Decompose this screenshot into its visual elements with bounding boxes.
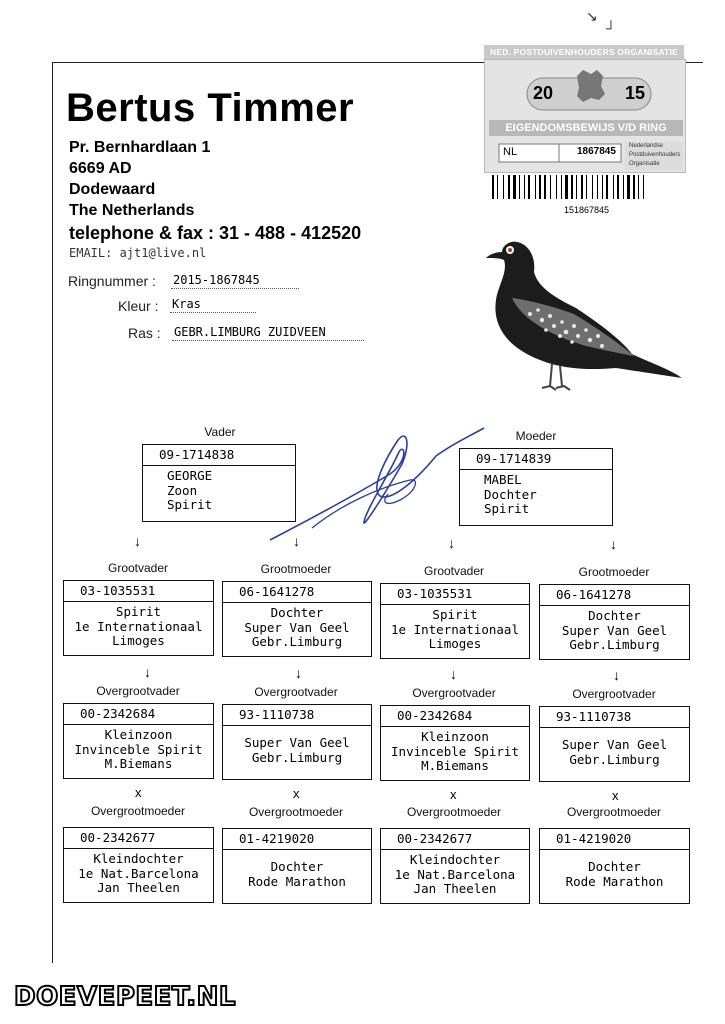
arrow-down-icon: ↓ xyxy=(448,535,455,551)
role-overgrootvader: Overgrootvader xyxy=(254,685,338,699)
ring-number: 00-2342684 xyxy=(64,704,213,725)
card-overgrootmoeder xyxy=(380,828,530,904)
stamp-body xyxy=(484,59,686,173)
card-description: Kleindochter 1e Nat.Barcelona Jan Theelen xyxy=(78,851,199,895)
ring-label: Ringnummer : xyxy=(68,273,156,289)
ring-number: 01-4219020 xyxy=(540,829,689,850)
card-moeder xyxy=(459,448,613,526)
corner-mark: ┘ xyxy=(606,20,616,36)
breeder-name: Bertus Timmer xyxy=(66,86,355,130)
ring-number: 03-1035531 xyxy=(64,581,213,602)
role-overgrootvader: Overgrootvader xyxy=(412,686,496,700)
barcode-number: 151867845 xyxy=(564,205,610,215)
role-moeder: Moeder xyxy=(515,429,557,443)
cross-mark: x xyxy=(612,788,619,803)
role-grootmoeder: Grootmoeder xyxy=(578,565,650,579)
stamp-org: NED. POSTDUIVENHOUDERS ORGANISATIE xyxy=(484,45,684,59)
ring-number: 93-1110738 xyxy=(540,707,689,728)
arrow-down-icon: ↓ xyxy=(144,664,151,680)
arrow-down-icon: ↓ xyxy=(450,666,457,682)
role-overgrootvader: Overgrootvader xyxy=(572,687,656,701)
card-grootvader xyxy=(380,583,530,659)
card-description: Dochter Super Van Geel Gebr.Limburg xyxy=(244,605,350,649)
card-description: Super Van Geel Gebr.Limburg xyxy=(561,737,668,767)
color-label: Kleur : xyxy=(118,298,159,314)
stamp-country: NL xyxy=(503,146,518,158)
card-grootmoeder xyxy=(222,581,372,657)
role-vader: Vader xyxy=(204,425,236,439)
card-description: Kleindochter 1e Nat.Barcelona Jan Theelen xyxy=(394,852,516,896)
arrow-down-icon: ↓ xyxy=(613,667,620,683)
stamp-number: 1867845 xyxy=(577,146,616,157)
site-watermark: DOEVEPEET.NL xyxy=(14,982,236,1012)
phone-line: telephone & fax : 31 - 488 - 412520 xyxy=(69,223,362,243)
arrow-down-icon: ↓ xyxy=(293,533,300,549)
ring-certificate xyxy=(484,45,686,217)
corner-mark: ↘ xyxy=(586,8,598,24)
arrow-down-icon: ↓ xyxy=(295,665,302,681)
card-overgrootmoeder xyxy=(222,828,372,904)
card-description: MABEL Dochter Spirit xyxy=(484,472,537,516)
card-description: Spirit 1e Internationaal Limoges xyxy=(391,607,519,651)
stamp-org-lines: Nederlandse Postduivenhouders Organisatie xyxy=(629,143,681,167)
card-description: Super Van Geel Gebr.Limburg xyxy=(244,735,350,765)
role-overgrootmoeder: Overgrootmoeder xyxy=(566,805,662,819)
ring-number: 00-2342684 xyxy=(381,706,529,727)
ring-number: 06-1641278 xyxy=(223,582,371,603)
role-overgrootmoeder: Overgrootmoeder xyxy=(90,804,186,818)
ring-number: 00-2342677 xyxy=(64,828,213,849)
address-line: The Netherlands xyxy=(69,202,195,219)
card-description: Kleinzoon Invinceble Spirit M.Biemans xyxy=(391,729,519,773)
card-overgrootmoeder xyxy=(63,827,214,903)
address-line: Dodewaard xyxy=(69,181,156,198)
ring-number: 00-2342677 xyxy=(381,829,529,850)
card-description: Dochter Rode Marathon xyxy=(565,859,664,889)
ring-number: 09-1714838 xyxy=(143,445,295,466)
arrow-down-icon: ↓ xyxy=(134,533,141,549)
card-description: GEORGE Zoon Spirit xyxy=(167,468,213,512)
stamp-year-left: 20 xyxy=(533,83,554,103)
address-line: Pr. Bernhardlaan 1 xyxy=(69,139,211,156)
role-grootvader: Grootvader xyxy=(107,561,169,575)
address-line: 6669 AD xyxy=(69,160,132,177)
card-overgrootvader xyxy=(539,706,690,782)
color-value: Kras xyxy=(170,297,256,313)
card-description: Spirit 1e Internationaal Limoges xyxy=(74,604,203,648)
ring-number: 09-1714839 xyxy=(460,449,612,470)
ring-number: 01-4219020 xyxy=(223,829,371,850)
card-description: Dochter Super Van Geel Gebr.Limburg xyxy=(561,608,668,652)
role-overgrootmoeder: Overgrootmoeder xyxy=(406,805,502,819)
cross-mark: x xyxy=(135,785,142,800)
ring-number: 93-1110738 xyxy=(223,705,371,726)
pigeon-photo xyxy=(482,228,687,418)
role-grootvader: Grootvader xyxy=(423,564,485,578)
role-grootmoeder: Grootmoeder xyxy=(260,562,332,576)
ring-number: 06-1641278 xyxy=(540,585,689,606)
cross-mark: x xyxy=(450,787,457,802)
breed-value: GEBR.LIMBURG ZUIDVEEN xyxy=(172,325,364,341)
role-overgrootvader: Overgrootvader xyxy=(96,684,180,698)
card-vader xyxy=(142,444,296,522)
card-description: Kleinzoon Invinceble Spirit M.Biemans xyxy=(74,727,203,771)
stamp-year-right: 15 xyxy=(625,83,646,103)
card-overgrootvader xyxy=(222,704,372,780)
ring-value: 2015-1867845 xyxy=(171,273,299,289)
cross-mark: x xyxy=(293,786,300,801)
breed-label: Ras : xyxy=(128,325,161,341)
card-grootvader xyxy=(63,580,214,656)
role-overgrootmoeder: Overgrootmoeder xyxy=(248,805,344,819)
arrow-down-icon: ↓ xyxy=(610,536,617,552)
card-description: Dochter Rode Marathon xyxy=(248,859,346,889)
card-grootmoeder xyxy=(539,584,690,660)
email-line: EMAIL: ajt1@live.nl xyxy=(69,246,207,260)
barcode xyxy=(484,173,684,201)
stamp-title: EIGENDOMSBEWIJS V/D RING xyxy=(489,120,683,136)
ring-number: 03-1035531 xyxy=(381,584,529,605)
card-overgrootvader xyxy=(63,703,214,779)
card-overgrootmoeder xyxy=(539,828,690,904)
card-overgrootvader xyxy=(380,705,530,781)
